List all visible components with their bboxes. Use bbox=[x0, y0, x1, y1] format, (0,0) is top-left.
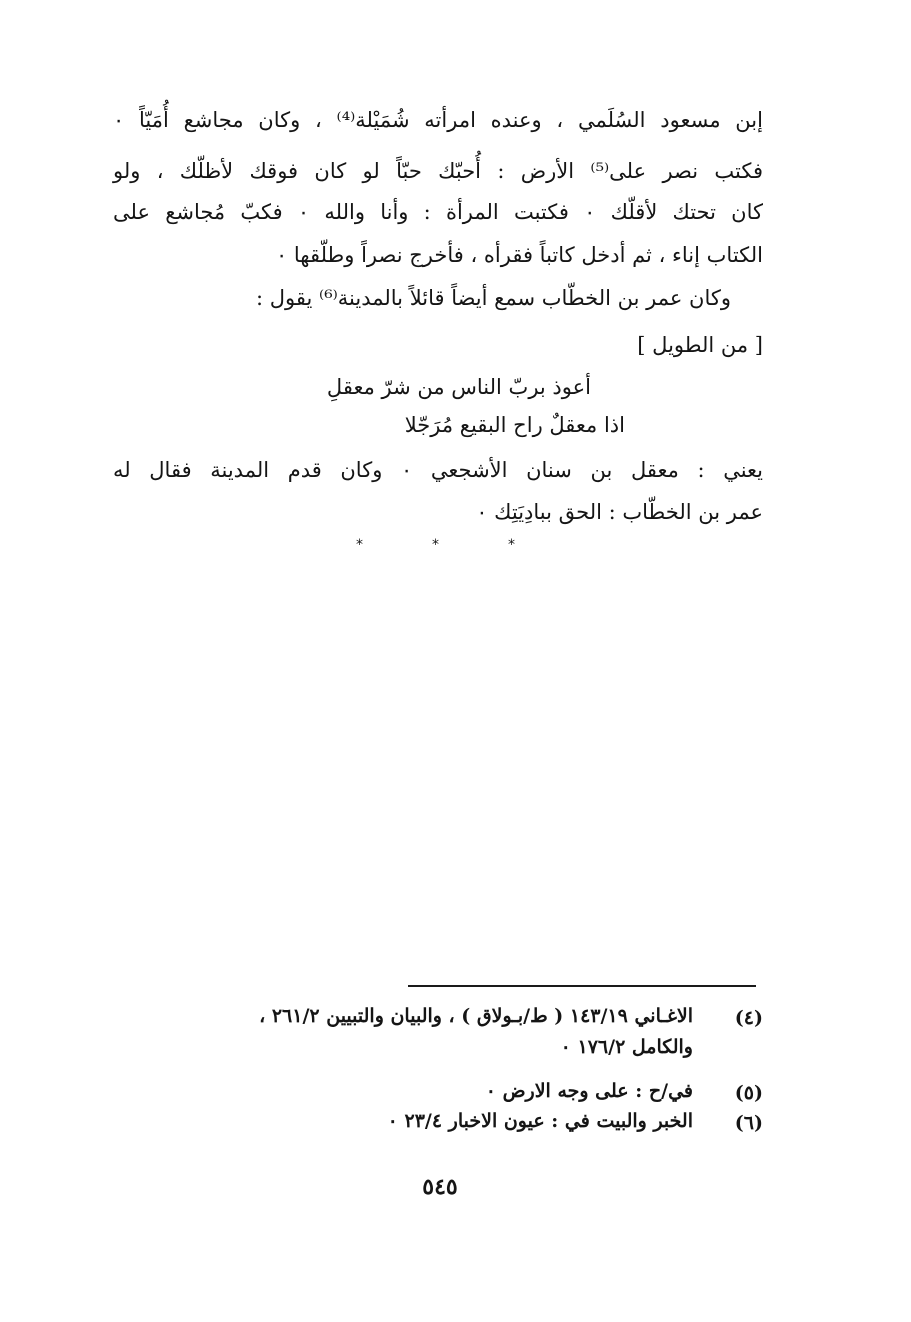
page-number: ٥٤٥ bbox=[422, 1174, 458, 1200]
section-separator bbox=[350, 535, 530, 559]
verse-line-1: أعوذ بربّ الناس من شرّ معقلِ bbox=[326, 375, 591, 399]
star-icon: * bbox=[432, 537, 439, 553]
verse-line-2: اذا معقلٌ راح البقيع مُرَجّلا bbox=[404, 413, 625, 437]
footnote-number: (٥) bbox=[734, 1082, 763, 1104]
footnote-line: في/ح : على وجه الارض ٠ bbox=[485, 1080, 693, 1102]
footnote-number: (٤) bbox=[734, 1007, 763, 1029]
footnote-number: (٦) bbox=[734, 1112, 763, 1134]
footnote-line: والكامل ١٧٦/٢ ٠ bbox=[560, 1036, 693, 1058]
footnote-line: الخبر والبيت في : عيون الاخبار ٢٣/٤ ٠ bbox=[387, 1110, 693, 1132]
body-line-5: وكان عمر بن الخطّاب سمع أيضاً قائلاً بالمدينة⁽⁶⁾ يقول : bbox=[256, 286, 731, 310]
star-icon: * bbox=[356, 537, 363, 553]
body-line-3: كان تحتك لأقلّك ٠ فكتبت المرأة : وأنا والله ٠ فكبّ مُجاشع على bbox=[113, 200, 763, 224]
footnote-line: الاغـاني ١٤٣/١٩ ( ط/بـولاق ) ، والبيان والتبيين ٢٦١/٢ ، bbox=[259, 1005, 693, 1027]
body-line-7: عمر بن الخطّاب : الحق ببادِيَتِك ٠ bbox=[476, 500, 763, 524]
footnote-divider bbox=[408, 985, 756, 987]
body-line-2: فكتب نصر على⁽⁵⁾ الأرض : أُحبّك حبّاً لو كان فوقك لأظلّك ، ولو bbox=[113, 159, 764, 183]
meter-label: [ من الطويل ] bbox=[637, 333, 763, 357]
body-line-6: يعني : معقل بن سنان الأشجعي ٠ وكان قدم المدينة فقال له bbox=[113, 458, 764, 482]
star-icon: * bbox=[508, 537, 515, 553]
body-line-1: إبن مسعود السُلَمي ، وعنده امرأته شُمَيْلة⁽⁴⁾ ، وكان مجاشع أُمَيّاً ٠ bbox=[113, 108, 763, 132]
body-line-4: الكتاب إناء ، ثم أدخل كاتباً فقرأه ، فأخرج نصراً وطلّقها ٠ bbox=[275, 243, 763, 267]
